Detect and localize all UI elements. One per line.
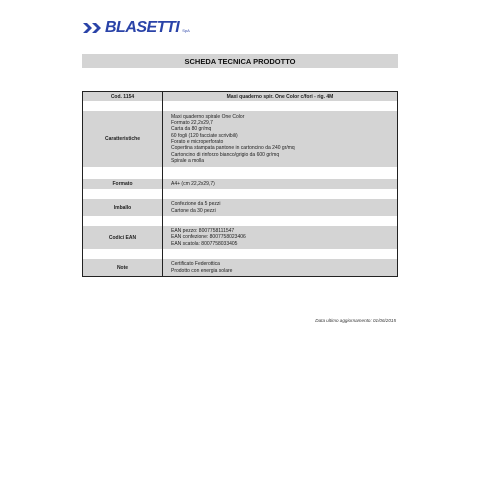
last-update-date: Data ultimo aggiornamento: 01/06/2015 [315,318,396,323]
table-row-note [83,259,398,277]
note-line: Certificato Federottica [171,261,220,268]
feature-line: 60 fogli (120 facciate scrivibili) [171,132,238,139]
value-note [163,259,398,277]
ean-value: 8007758023406 [209,234,246,241]
feature-line: Spirale a molla [171,157,205,164]
label-formato: Formato [83,179,163,189]
feature-line: Cartoncino di rinforzo bianco/grigio da 600 gr/mq [171,151,280,158]
ean-value: 8007758111547 [198,228,235,235]
table-row-codici-ean [83,226,398,249]
label-imballo: Imballo [83,199,163,216]
value-formato: A4+ (cm 22,2x29,7) [163,179,398,189]
product-code: Cod. 1154 [83,92,163,102]
ean-key: EAN scatola: [171,240,200,247]
feature-line: Maxi quaderno spirale One Color [171,113,245,120]
note-line: Prodotto con energia solare [171,267,233,274]
imballo-line: Confezione da 5 pezzi [171,201,221,208]
table-row-separator [83,101,398,111]
label-codici-ean: Codici EAN [83,226,163,249]
brand-logo [83,20,190,36]
table-row-separator [83,189,398,199]
document-title: SCHEDA TECNICA PRODOTTO [184,56,296,66]
table-row-separator [83,249,398,259]
table-row-separator [83,216,398,226]
feature-line: Formato 22,2x29,7 [171,120,213,127]
label-caratteristiche: Caratteristiche [83,111,163,167]
ean-key: EAN pezzo: [171,228,198,235]
brand-name: BLASETTI [105,19,180,36]
product-name: Maxi quaderno spir. One Color c/fori - rig. 4M [163,92,398,102]
feature-line: Forato e microperforato [171,139,224,145]
table-row-formato [83,179,398,189]
feature-line: Copertina stampata pantone in cartoncino da 240 gr/mq [171,145,295,152]
ean-value: 8007758033405 [201,240,238,247]
table-row-separator [83,167,398,179]
table-row-header [83,92,398,102]
ean-key: EAN confezione: [171,234,209,241]
imballo-line: Cartone da 30 pezzi [171,207,216,214]
value-codici-ean [163,226,398,249]
double-chevron-logo-icon [83,23,103,33]
brand-suffix: SpA [182,28,190,33]
table-row-imballo [83,199,398,216]
ean-row [171,241,397,247]
spec-table [82,91,398,277]
label-note: Note [83,259,163,277]
document-title-bar [82,54,398,68]
value-imballo [163,199,398,216]
table-row-caratteristiche [83,111,398,167]
feature-line: Carta da 80 gr/mq [171,126,212,133]
value-caratteristiche [163,111,398,167]
